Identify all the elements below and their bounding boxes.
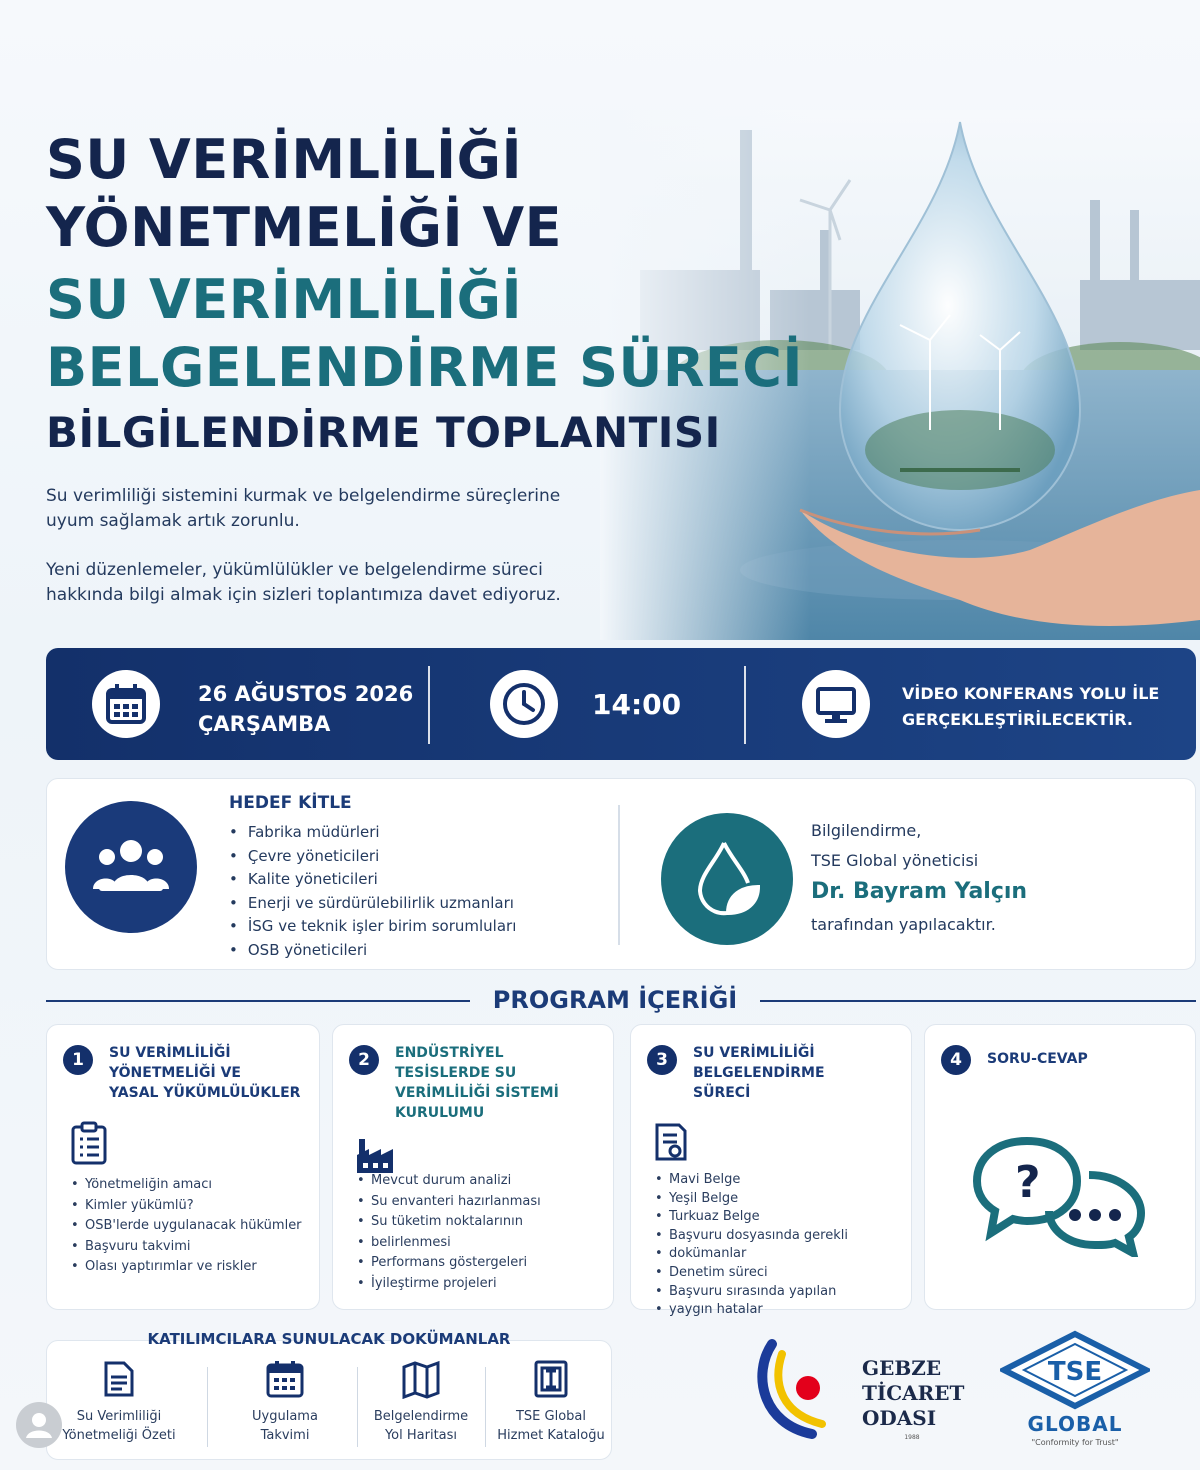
program-card-title: SORU-CEVAP [987,1051,1088,1067]
calendar-icon [265,1359,305,1399]
document-item [351,1359,491,1445]
list-item: • İyileştirme projeleri [357,1274,607,1295]
gto-emblem [752,1334,862,1444]
certificate-icon [653,1121,689,1163]
gto-year: 1988 [904,1434,920,1441]
intro-text: Su verimliliği sistemini kurmak ve belgelendirme süreçlerine [46,486,561,506]
document-label [481,1407,621,1445]
speaker-role: TSE Global yöneticisi [811,851,979,870]
map-icon [401,1359,441,1399]
speaker-outro: tarafından yapılacaktır. [811,915,996,934]
audience-list [229,821,516,963]
intro-text: uyum sağlamak artık zorunlu. [46,511,300,531]
list-item: • Mevcut durum analizi [357,1171,607,1192]
program-card-list [71,1175,321,1278]
tse-emblem [1000,1330,1150,1410]
documents-card [46,1340,612,1460]
step-number: 3 [647,1045,677,1075]
program-card-title [109,1043,319,1103]
gto-name-line: ODASI [862,1406,937,1430]
water-leaf-icon [661,813,793,945]
gto-name-line: GEBZE [862,1356,942,1380]
tse-global-logo [1000,1330,1160,1460]
program-card-3 [630,1024,912,1318]
speaker-intro: Bilgilendirme, [811,821,922,840]
step-number: 4 [941,1045,971,1075]
program-card-title-line: YASAL YÜKÜMLÜLÜKLER [109,1085,301,1101]
tse-mark: TSE [1047,1357,1103,1387]
divider [744,666,746,744]
list-item: • Fabrika müdürleri [229,821,516,845]
list-item-continuation: belirlenmesi [371,1234,451,1250]
tse-slogan: "Conformity for Trust" [1031,1438,1119,1447]
chat-bubbles-icon [971,1133,1147,1257]
divider [207,1367,208,1447]
title-line-2: YÖNETMELİĞİ VE [46,196,563,259]
audience-title: HEDEF KİTLE [229,793,352,813]
list-item: • Mavi Belge [655,1171,905,1190]
avatar[interactable] [16,1402,62,1448]
program-card-title-line: YÖNETMELİĞİ VE [109,1065,241,1081]
document-label-line: Hizmet Kataloğu [497,1428,605,1443]
list-item [357,1233,607,1254]
document-item [215,1359,355,1445]
list-item: • Başvuru takvimi [71,1237,321,1258]
document-label [215,1407,355,1445]
audience-card [46,778,1196,970]
list-item: • Kalite yöneticileri [229,868,516,892]
list-item: • Başvuru dosyasında gerekli [655,1227,905,1246]
program-card-title [693,1043,903,1103]
program-card-title-line: ENDÜSTRİYEL [395,1045,504,1061]
intro-text: hakkında bilgi almak için sizleri toplantımıza davet ediyoruz. [46,585,561,605]
program-card-title-line: TESİSLERDE SU [395,1065,517,1081]
program-card-list [357,1171,607,1294]
book-icon [533,1359,569,1399]
event-date: 26 AĞUSTOS 2026 [198,682,414,706]
documents-title: KATILIMCILARA SUNULACAK DOKÜMANLAR [147,1330,511,1348]
program-card-title-line: VERİMLİLİĞİ SİSTEMİ [395,1085,559,1101]
list-item: • Turkuaz Belge [655,1208,905,1227]
list-item: • İSG ve teknik işler birim sorumluları [229,915,516,939]
document-label [351,1407,491,1445]
list-item: • Başvuru sırasında yapılan [655,1283,905,1302]
list-item: • Yeşil Belge [655,1190,905,1209]
speaker-name: Dr. Bayram Yalçın [811,879,1028,904]
list-item: • Su envanteri hazırlanması [357,1192,607,1213]
monitor-icon [802,670,870,738]
people-group-icon [65,801,197,933]
document-label-line: Su Verimliliği [76,1409,162,1424]
document-label-line: Belgelendirme [373,1409,469,1424]
event-time: 14:00 [592,688,682,721]
document-item [481,1359,621,1445]
document-item [49,1359,189,1445]
user-icon [16,1402,62,1448]
program-card-title [395,1043,605,1123]
calendar-icon [92,670,160,738]
list-item: • Enerji ve sürdürülebilirlik uzmanları [229,892,516,916]
factory-icon [355,1135,399,1175]
event-venue-line-2: GERÇEKLEŞTİRİLECEKTİR. [902,710,1133,729]
step-number: 2 [349,1045,379,1075]
list-item: • Yönetmeliğin amacı [71,1175,321,1196]
program-card-2 [332,1024,614,1310]
list-item: • Kimler yükümlü? [71,1196,321,1217]
clock-icon [490,670,558,738]
divider [618,805,620,945]
step-number: 1 [63,1045,93,1075]
program-card-title-line: SU VERİMLİLİĞİ [693,1045,815,1061]
intro-text: Yeni düzenlemeler, yükümlülükler ve belgelendirme süreci [46,560,543,580]
program-card-title-line: SU VERİMLİLİĞİ [109,1045,231,1061]
list-item [655,1245,905,1264]
list-item: • Performans göstergeleri [357,1253,607,1274]
program-title: PROGRAM İÇERİĞİ [492,986,738,1014]
document-label-line: Takvimi [260,1428,310,1443]
document-icon [102,1359,136,1399]
program-card-title-line: SÜRECİ [693,1085,751,1101]
title-line-3: SU VERİMLİLİĞİ [46,268,523,331]
program-card-1 [46,1024,320,1310]
tse-global-text: GLOBAL [1027,1412,1123,1436]
document-label-line: Yol Haritası [384,1428,458,1443]
event-info-bar [46,648,1196,760]
gto-name-line: TİCARET [862,1381,965,1405]
list-item-continuation: dokümanlar [669,1246,747,1262]
list-item: • Olası yaptırımlar ve riskler [71,1257,321,1278]
document-label-line: Yönetmeliği Özeti [62,1428,176,1443]
clipboard-icon [69,1121,109,1165]
program-card-title-line: KURULUMU [395,1105,485,1121]
gto-logo [752,1330,972,1450]
document-label-line: TSE Global [515,1409,586,1424]
list-item: • Denetim süreci [655,1264,905,1283]
event-venue-line-1: VİDEO KONFERANS YOLU İLE [902,684,1160,703]
document-label [49,1407,189,1445]
title-line-5: BİLGİLENDİRME TOPLANTISI [46,408,721,457]
list-item-continuation: yaygın hatalar [669,1302,763,1318]
program-card-4 [924,1024,1196,1310]
list-item: • Su tüketim noktalarının [357,1212,607,1233]
intro-paragraph-2 [46,558,626,608]
list-item: • OSB yöneticileri [229,939,516,963]
list-item: • Çevre yöneticileri [229,845,516,869]
program-card-list [655,1171,905,1320]
svg-text:?: ? [1015,1157,1041,1208]
list-item [655,1301,905,1320]
title-line-4: BELGELENDİRME SÜRECİ [46,336,804,399]
document-label-line: Uygulama [252,1409,318,1424]
intro-paragraph-1 [46,484,626,534]
list-item: • OSB'lerde uygulanacak hükümler [71,1216,321,1237]
title-line-1: SU VERİMLİLİĞİ [46,128,523,191]
program-card-title-line: BELGELENDİRME [693,1065,825,1081]
divider [428,666,430,744]
event-day: ÇARŞAMBA [198,712,331,736]
